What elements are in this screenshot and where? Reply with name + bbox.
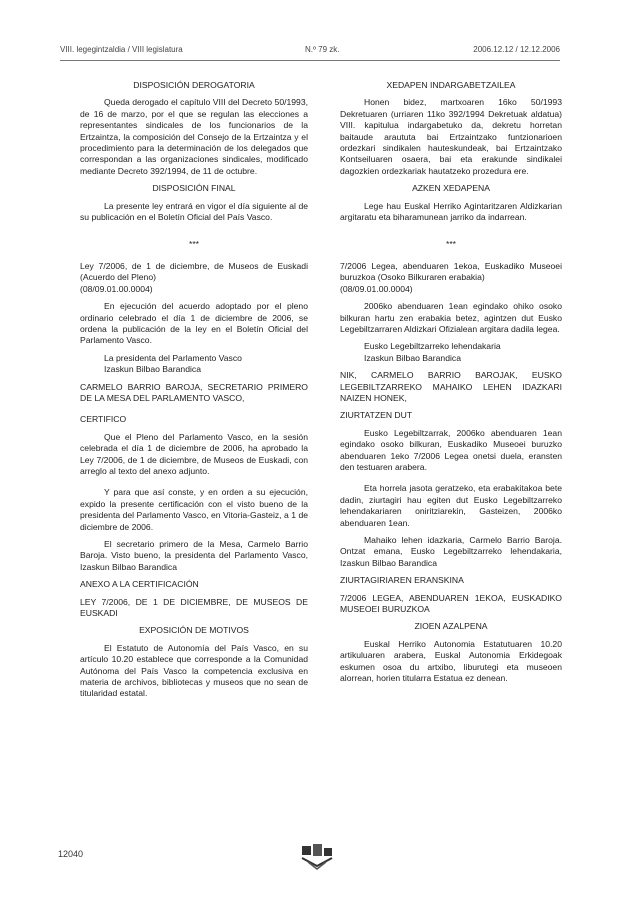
column-basque: [340, 80, 562, 684]
paragraph-certify-2: Y para que así conste, y en orden a su ejecución, expido la presente certificación con el visto bueno de la presidenta del Parlamento Vasco, en Vitoria-Gasteiz, a 1 de diciembre de 2006.: [80, 487, 308, 532]
paragraph-azken: Lege hau Euskal Herriko Agintaritzaren Aldizkarian argitaratu eta biharamunean jarriko da indarrean.: [340, 200, 562, 223]
paragraph-motives: Euskal Herriko Autonomia Estatutuaren 10.20 artikuluaren arabera, Euskal Autonomia Erkidegoak eskumen osoa du artxibo, liburutegi eta museoen alorrean, horien titularra Estatua ez denean.: [340, 638, 562, 684]
section-title-azken: AZKEN XEDAPENA: [412, 183, 490, 194]
separator-stars: ***: [188, 239, 200, 250]
parliament-logo-icon: [300, 842, 334, 870]
page-number: 12040: [58, 849, 84, 859]
paragraph-certify-3: Mahaiko lehen idazkaria, Carmelo Barrio Baroja. Ontzat emana, Eusko Legebiltzarreko lehendakaria, Izaskun Bilbao Barandica: [340, 535, 562, 568]
page-header: [60, 45, 560, 59]
law-title: 7/2006 Legea, abenduaren 1ekoa, Euskadiko Museoei buruzkoa (Osoko Bilkuraren erabakia): [340, 260, 562, 283]
section-title-final: DISPOSICIÓN FINAL: [152, 183, 236, 194]
law-title-caps: 7/2006 LEGEA, ABENDUAREN 1EKOA, EUSKADIKO MUSEOEI BURUZKOA: [340, 592, 562, 615]
header-issue-number: N.º 79 zk.: [305, 45, 340, 54]
header-date: 2006.12.12 / 12.12.2006: [473, 45, 560, 54]
certify-heading: CERTIFICO: [80, 414, 127, 425]
paragraph-certify-2: Eta horrela jasota geratzeko, eta erabakitakoa bete dadin, ziurtagiri hau egiten dut Eusko Legebiltzarreko lehendakariaren oniritziarekin, Gasteizen, 2006ko abenduaren 1ean.: [340, 483, 562, 528]
secretary-statement: NIK, CARMELO BARRIO BAROJAK, EUSKO LEGEBILTZARREKO MAHAIKO LEHEN IDAZKARI NAIZEN HONEK,: [340, 370, 562, 403]
section-title-motives: ZIOEN AZALPENA: [414, 621, 488, 632]
paragraph-certify-1: Eusko Legebiltzarrak, 2006ko abenduaren 1ean egindako osoko bilkuran, Euskadiko Museoei buruzko abenduaren 1eko 7/2006 Legea onetsi duela, eransten den testuaren arabera.: [340, 427, 562, 472]
column-spanish: [80, 80, 308, 700]
law-reference: (08/09.01.00.0004): [80, 283, 153, 294]
law-title: Ley 7/2006, de 1 de diciembre, de Museos de Euskadi (Acuerdo del Pleno): [80, 260, 308, 283]
header-rule: [60, 60, 560, 61]
president-title: La presidenta del Parlamento Vasco: [104, 352, 242, 363]
section-title-motives: EXPOSICIÓN DE MOTIVOS: [139, 625, 249, 636]
law-title-caps: LEY 7/2006, DE 1 DE DICIEMBRE, DE MUSEOS DE EUSKADI: [80, 596, 308, 619]
header-legislature: VIII. legegintzaldia / VIII legislatura: [60, 45, 183, 54]
president-name: Izaskun Bilbao Barandica: [364, 352, 461, 363]
section-title-derogatoria: DISPOSICIÓN DEROGATORIA: [133, 80, 255, 90]
separator-stars: ***: [445, 239, 457, 250]
paragraph-derogatoria: Queda derogado el capítulo VIII del Decreto 50/1993, de 16 de marzo, por el que se regulan las elecciones a representantes sindicales de los funcionarios de la Ertzaintza, la composición del Consejo de la Ertzaintza y el procedimiento para la determinación de los delegados que correspondan a las organizaciones sindicales, modificado mediante Decreto 392/1994, de 11 de octubre.: [80, 97, 308, 176]
certify-heading: ZIURTATZEN DUT: [340, 410, 413, 421]
section-title-indargabetzailea: XEDAPEN INDARGABETZAILEA: [386, 80, 516, 90]
paragraph-publication: En ejecución del acuerdo adoptado por el pleno ordinario celebrado el día 1 de diciembre de 2006, se ordena la publicación de la ley en el Boletín Oficial del Parlamento Vasco.: [80, 301, 308, 346]
paragraph-certify-1: Que el Pleno del Parlamento Vasco, en la sesión celebrada el día 1 de diciembre de 2006, ha aprobado la Ley 7/2006, de 1 de diciembre, de Museos de Euskadi, con arreglo al texto del anexo adjunto.: [80, 431, 308, 476]
paragraph-final: La presente ley entrará en vigor el día siguiente al de su publicación en el Boletín Oficial del País Vasco.: [80, 200, 308, 223]
president-title: Eusko Legebiltzarreko lehendakaria: [364, 341, 501, 352]
secretary-statement: CARMELO BARRIO BAROJA, SECRETARIO PRIMERO DE LA MESA DEL PARLAMENTO VASCO,: [80, 381, 308, 403]
annex-heading: ANEXO A LA CERTIFICACIÓN: [80, 579, 199, 590]
paragraph-indargabetzailea: Honen bidez, martxoaren 16ko 50/1993 Dekretuaren (urriaren 11ko 392/1994 Dekretuak aldatua) VIII. kapitulua indargabetuko da, dekretu horretan baitaude araututa bai Ertzaintzako funtzionarioen ordezkari sindikalen hauteskundeak, bai Ertzaintzako Kontseiluaren osaera, bai eta erakunde sindikalei dagozkien ordezkariak hautatzeko prozedura ere.: [340, 97, 562, 176]
paragraph-publication: 2006ko abenduaren 1ean egindako ohiko osoko bilkuran hartu zen erabakia betez, agintzen dut Eusko Legebiltzarraren Aldizkari Ofizialean argitara dadila legea.: [340, 301, 562, 334]
president-name: Izaskun Bilbao Barandica: [104, 364, 201, 375]
law-reference: (08/09.01.00.0004): [340, 283, 413, 294]
annex-heading: ZIURTAGIRIAREN ERANSKINA: [340, 575, 464, 586]
paragraph-motives: El Estatuto de Autonomía del País Vasco, en su artículo 10.20 establece que corresponde a la Comunidad Autónoma del País Vasco la competencia exclusiva en materia de archivos, bibliotecas y museos que no sean de titularidad estatal.: [80, 642, 308, 699]
paragraph-certify-3: El secretario primero de la Mesa, Carmelo Barrio Baroja. Visto bueno, la presidenta del Parlamento Vasco, Izaskun Bilbao Barandica: [80, 539, 308, 572]
